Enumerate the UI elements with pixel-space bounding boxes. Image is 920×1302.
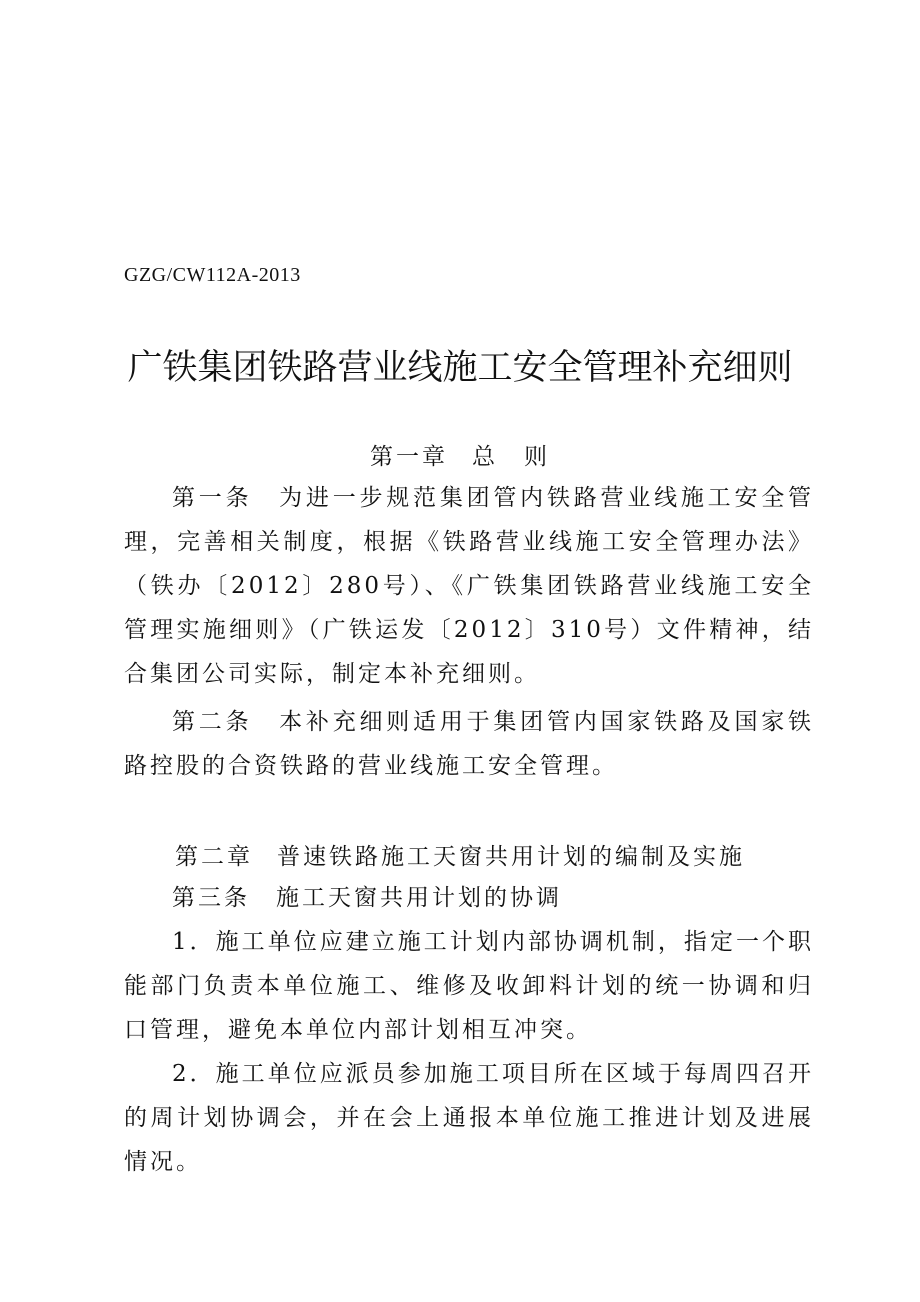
chapter-heading xyxy=(0,838,920,871)
article-number: 第二条 xyxy=(172,709,253,735)
article-paragraph xyxy=(124,476,814,696)
list-item: 2．施工单位应派员参加施工项目所在区域于每周四召开的周计划协调会，并在会上通报本单位施工推进计划及进展情况。 xyxy=(124,1061,814,1175)
article-text: 本补充细则适用于集团管内国家铁路及国家铁路控股的合资铁路的营业线施工安全管理。 xyxy=(124,709,815,779)
article-text: 为进一步规范集团管内铁路营业线施工安全管理，完善相关制度，根据《铁路营业线施工安全管理办法》（铁办〔2012〕280号）、《广铁集团铁路营业线施工安全管理实施细则》（广铁运发〔2012〕310号）文件精神，结合集团公司实际，制定本补充细则。 xyxy=(124,485,815,687)
chapter-number: 第一章 xyxy=(370,444,448,470)
chapter-title: 总 则 xyxy=(472,444,550,470)
article-paragraph xyxy=(124,876,814,920)
article-number: 第一条 xyxy=(172,485,253,511)
list-item: 1．施工单位应建立施工计划内部协调机制，指定一个职能部门负责本单位施工、维修及收卸料计划的统一协调和归口管理，避免本单位内部计划相互冲突。 xyxy=(124,929,814,1043)
article-number: 第三条 xyxy=(172,885,250,911)
article-text: 施工天窗共用计划的协调 xyxy=(276,885,562,911)
chapter-title: 普速铁路施工天窗共用计划的编制及实施 xyxy=(277,844,745,870)
document-title: 广铁集团铁路营业线施工安全管理补充细则 xyxy=(127,348,793,388)
chapter-number: 第二章 xyxy=(175,844,253,870)
chapter-heading xyxy=(0,438,920,471)
article-paragraph xyxy=(124,700,814,788)
document-code: GZG/CW112A-2013 xyxy=(124,264,301,286)
